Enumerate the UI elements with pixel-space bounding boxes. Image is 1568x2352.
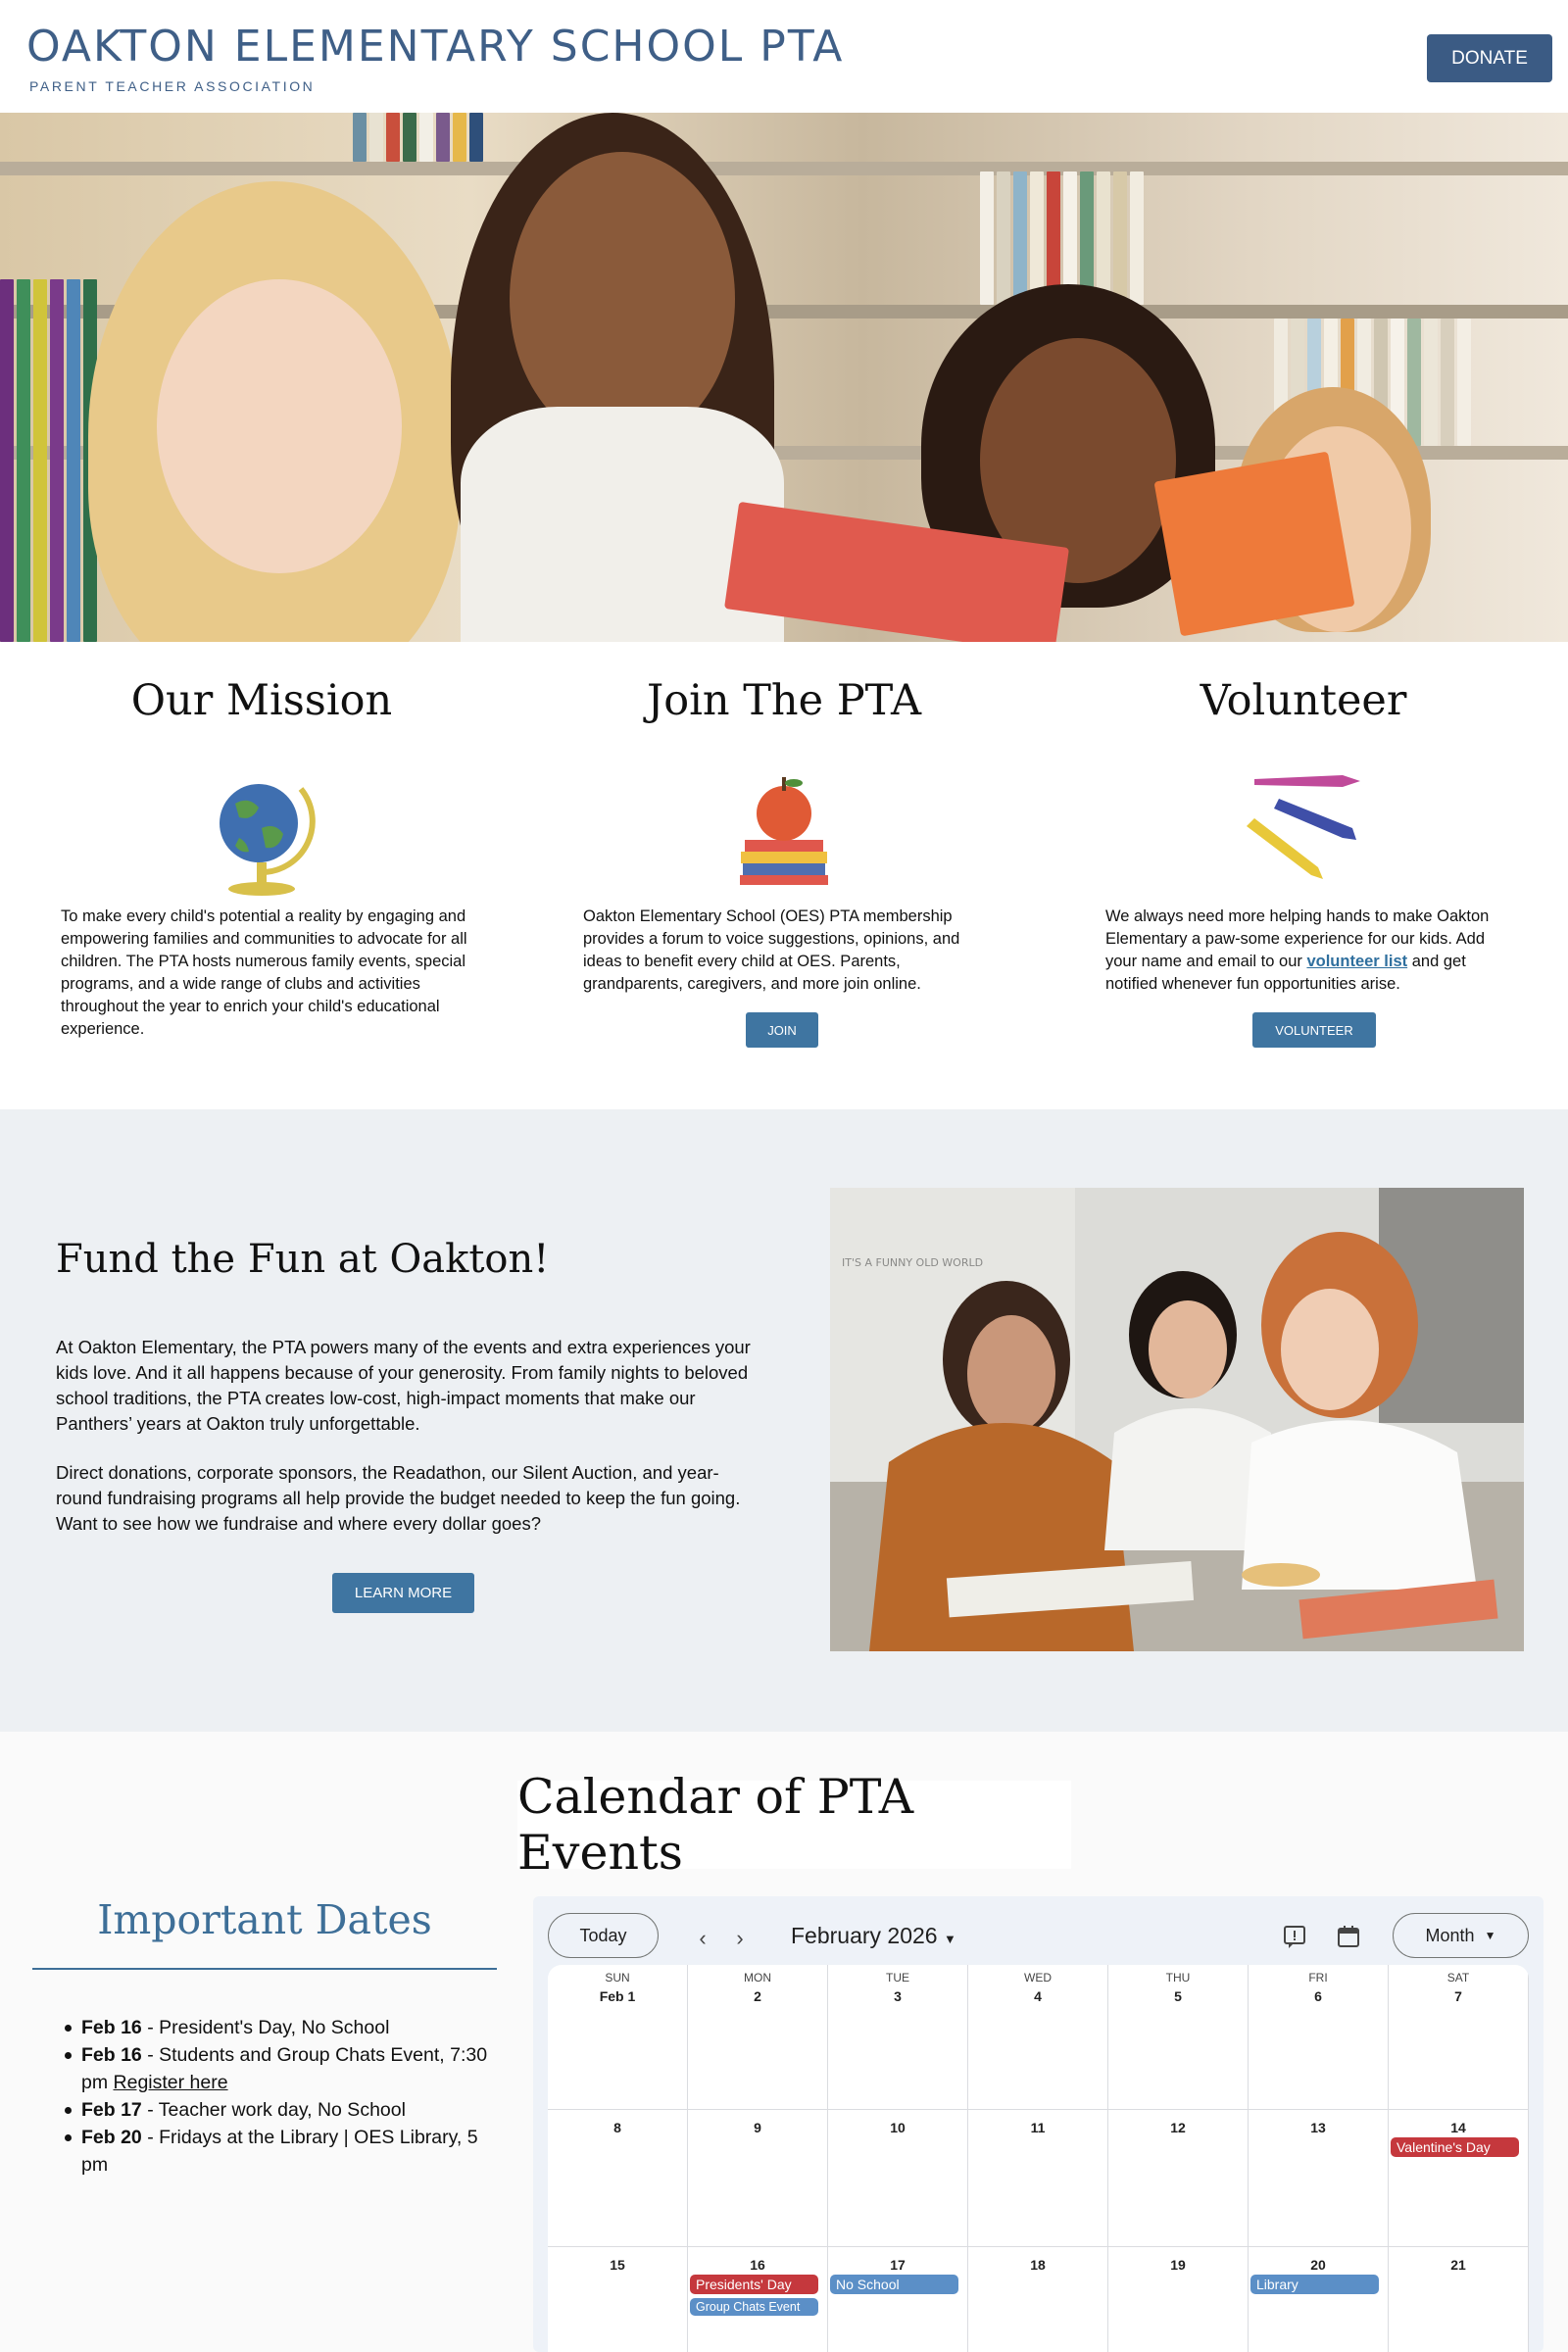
day-number: 4 bbox=[1034, 1988, 1042, 2004]
important-dates-divider bbox=[32, 1968, 497, 1970]
calendar-day-cell[interactable] bbox=[968, 1965, 1108, 2110]
list-item bbox=[56, 2041, 497, 2096]
calendar-day-cell[interactable] bbox=[1108, 1965, 1249, 2110]
list-item bbox=[56, 2014, 497, 2041]
day-number: 5 bbox=[1174, 1988, 1182, 2004]
day-number: Feb 1 bbox=[599, 1988, 636, 2004]
volunteer-button[interactable]: VOLUNTEER bbox=[1252, 1012, 1376, 1048]
fund-paragraph-1: At Oakton Elementary, the PTA powers many of the events and extra experiences your kids love. And it all happens because of your generosity. From family nights to beloved school traditions, the PTA creates low-cost, high-impact moments that make our Panthers’ years at Oakton truly unforgettable. bbox=[56, 1337, 751, 1434]
calendar-day-cell[interactable] bbox=[1249, 1965, 1389, 2110]
volunteer-list-link[interactable]: volunteer list bbox=[1306, 953, 1408, 970]
volunteer-title: Volunteer bbox=[1200, 676, 1407, 725]
feedback-icon[interactable] bbox=[1281, 1923, 1308, 1950]
calendar-day-cell[interactable] bbox=[828, 2110, 968, 2247]
day-number: 13 bbox=[1310, 2120, 1326, 2135]
calendar-title: Calendar of PTA Events bbox=[517, 1781, 1071, 1869]
calendar-day-cell[interactable] bbox=[968, 2110, 1108, 2247]
fund-paragraph-2: Direct donations, corporate sponsors, the Readathon, our Silent Auction, and year-round fundraising programs all help provide the budget needed to keep the fun going. Want to see how we fundraise and where every dollar goes? bbox=[56, 1462, 741, 1534]
day-number: 19 bbox=[1170, 2257, 1186, 2273]
weekday-label: THU bbox=[1165, 1971, 1191, 1984]
list-item bbox=[56, 2124, 497, 2179]
mission-column bbox=[41, 676, 482, 1038]
calendar-day-cell[interactable] bbox=[688, 1965, 828, 2110]
calendar-day-cell[interactable] bbox=[688, 2110, 828, 2247]
register-link[interactable]: Register here bbox=[113, 2072, 228, 2093]
important-dates-title: Important Dates bbox=[97, 1896, 432, 1943]
calendar-event[interactable]: Group Chats Event bbox=[690, 2298, 818, 2316]
day-number: 21 bbox=[1450, 2257, 1466, 2273]
calendar-day-cell[interactable] bbox=[828, 1965, 968, 2110]
calendar-day-cell[interactable] bbox=[1108, 2247, 1249, 2352]
donate-button[interactable]: DONATE bbox=[1427, 34, 1552, 82]
crayons-icon bbox=[1235, 769, 1372, 897]
join-button[interactable]: JOIN bbox=[746, 1012, 818, 1048]
calendar-day-cell[interactable] bbox=[1389, 1965, 1529, 2110]
date-description: - Fridays at the Library | OES Library, 5 pm bbox=[81, 2127, 478, 2176]
day-number: 17 bbox=[890, 2257, 906, 2273]
date-label: Feb 16 bbox=[81, 2017, 142, 2038]
join-title: Join The PTA bbox=[646, 676, 922, 725]
month-label: February 2026 bbox=[791, 1923, 938, 1948]
today-button[interactable]: Today bbox=[548, 1913, 659, 1958]
volunteer-text bbox=[1105, 906, 1517, 996]
date-description: - Teacher work day, No School bbox=[141, 2099, 406, 2121]
calendar-event[interactable]: Presidents' Day bbox=[690, 2275, 818, 2294]
calendar-day-cell[interactable] bbox=[968, 2247, 1108, 2352]
calendar-day-cell[interactable] bbox=[548, 2247, 688, 2352]
day-number: 9 bbox=[754, 2120, 761, 2135]
calendar-icon[interactable] bbox=[1335, 1923, 1362, 1950]
calendar-event[interactable]: Library bbox=[1250, 2275, 1379, 2294]
mission-text: To make every child's potential a reality by engaging and empowering families and communities to advocate for all children. The PTA hosts numerous family events, special programs, and a wide range of clubs and activities throughout the year to enrich your child's educational experience. bbox=[61, 907, 467, 1038]
join-text: Oakton Elementary School (OES) PTA membership provides a forum to voice suggestions, opinions, and ideas to benefit every child at OES. Parents, grandparents, caregivers, and more join online. bbox=[583, 907, 960, 993]
site-title[interactable]: OAKTON ELEMENTARY SCHOOL PTA bbox=[26, 22, 845, 72]
calendar-section bbox=[0, 1732, 1568, 2352]
hero-image bbox=[0, 113, 1568, 642]
fund-title: Fund the Fun at Oakton! bbox=[56, 1237, 550, 1282]
fund-photo bbox=[830, 1188, 1524, 1651]
volunteer-text-end: and get notified whenever fun opportunities arise. bbox=[1105, 953, 1466, 993]
date-label: Feb 16 bbox=[81, 2044, 142, 2066]
month-grid bbox=[548, 1965, 1529, 2352]
weekday-label: WED bbox=[1024, 1971, 1052, 1984]
calendar-day-cell[interactable] bbox=[828, 2247, 968, 2352]
date-description: - President's Day, No School bbox=[141, 2017, 390, 2038]
calendar-day-cell[interactable] bbox=[1249, 2110, 1389, 2247]
calendar-day-cell[interactable] bbox=[1389, 2110, 1529, 2247]
weekday-label: SUN bbox=[605, 1971, 630, 1984]
month-selector[interactable] bbox=[791, 1923, 956, 1949]
date-description: - Students and Group Chats Event, 7:30 pm bbox=[81, 2044, 488, 2093]
day-number: 11 bbox=[1030, 2120, 1046, 2135]
calendar-day-cell[interactable] bbox=[1108, 2110, 1249, 2247]
day-number: 8 bbox=[613, 2120, 621, 2135]
weekday-label: TUE bbox=[886, 1971, 909, 1984]
calendar-widget bbox=[533, 1896, 1544, 2352]
join-column bbox=[564, 676, 1004, 1038]
day-number: 14 bbox=[1450, 2120, 1466, 2135]
weekday-label: FRI bbox=[1308, 1971, 1328, 1984]
calendar-day-cell[interactable] bbox=[1389, 2247, 1529, 2352]
calendar-day-cell[interactable] bbox=[548, 2110, 688, 2247]
view-selector[interactable] bbox=[1393, 1913, 1529, 1958]
date-label: Feb 20 bbox=[81, 2127, 142, 2148]
day-number: 3 bbox=[894, 1988, 902, 2004]
day-number: 16 bbox=[750, 2257, 765, 2273]
date-label: Feb 17 bbox=[81, 2099, 142, 2121]
calendar-day-cell[interactable] bbox=[548, 1965, 688, 2110]
calendar-day-cell[interactable] bbox=[1249, 2247, 1389, 2352]
mission-title: Our Mission bbox=[130, 676, 393, 725]
fund-section bbox=[0, 1109, 1568, 1732]
prev-month-icon[interactable]: ‹ bbox=[699, 1926, 707, 1950]
day-number: 10 bbox=[890, 2120, 906, 2135]
list-item bbox=[56, 2096, 497, 2124]
site-subtitle: PARENT TEACHER ASSOCIATION bbox=[29, 78, 316, 94]
day-number: 2 bbox=[754, 1988, 761, 2004]
day-number: 6 bbox=[1314, 1988, 1322, 2004]
globe-icon bbox=[208, 769, 316, 897]
next-month-icon[interactable]: › bbox=[736, 1926, 744, 1950]
view-label: Month bbox=[1425, 1925, 1475, 1945]
volunteer-column bbox=[1083, 676, 1524, 1038]
wall-sign: IT'S A FUNNY OLD WORLD bbox=[842, 1256, 984, 1269]
calendar-event[interactable]: No School bbox=[830, 2275, 958, 2294]
apple-books-icon bbox=[735, 769, 833, 897]
site-header bbox=[0, 0, 1568, 113]
weekday-label: MON bbox=[744, 1971, 771, 1984]
learn-more-button[interactable]: LEARN MORE bbox=[332, 1573, 474, 1613]
day-number: 18 bbox=[1030, 2257, 1046, 2273]
day-number: 15 bbox=[610, 2257, 625, 2273]
day-number: 12 bbox=[1170, 2120, 1186, 2135]
chevron-down-icon: ▼ bbox=[1484, 1929, 1496, 1942]
important-dates-list bbox=[56, 2014, 497, 2179]
day-number: 20 bbox=[1310, 2257, 1326, 2273]
girls-studying-illustration bbox=[830, 1188, 1524, 1651]
calendar-event[interactable]: Valentine's Day bbox=[1391, 2137, 1519, 2157]
day-number: 7 bbox=[1454, 1988, 1462, 2004]
weekday-label: SAT bbox=[1446, 1971, 1470, 1984]
volunteer-text-start: We always need more helping hands to make Oakton Elementary a paw-some experience for our kids. Add your name and email to our bbox=[1105, 907, 1490, 970]
chevron-down-icon: ▼ bbox=[943, 1932, 956, 1946]
